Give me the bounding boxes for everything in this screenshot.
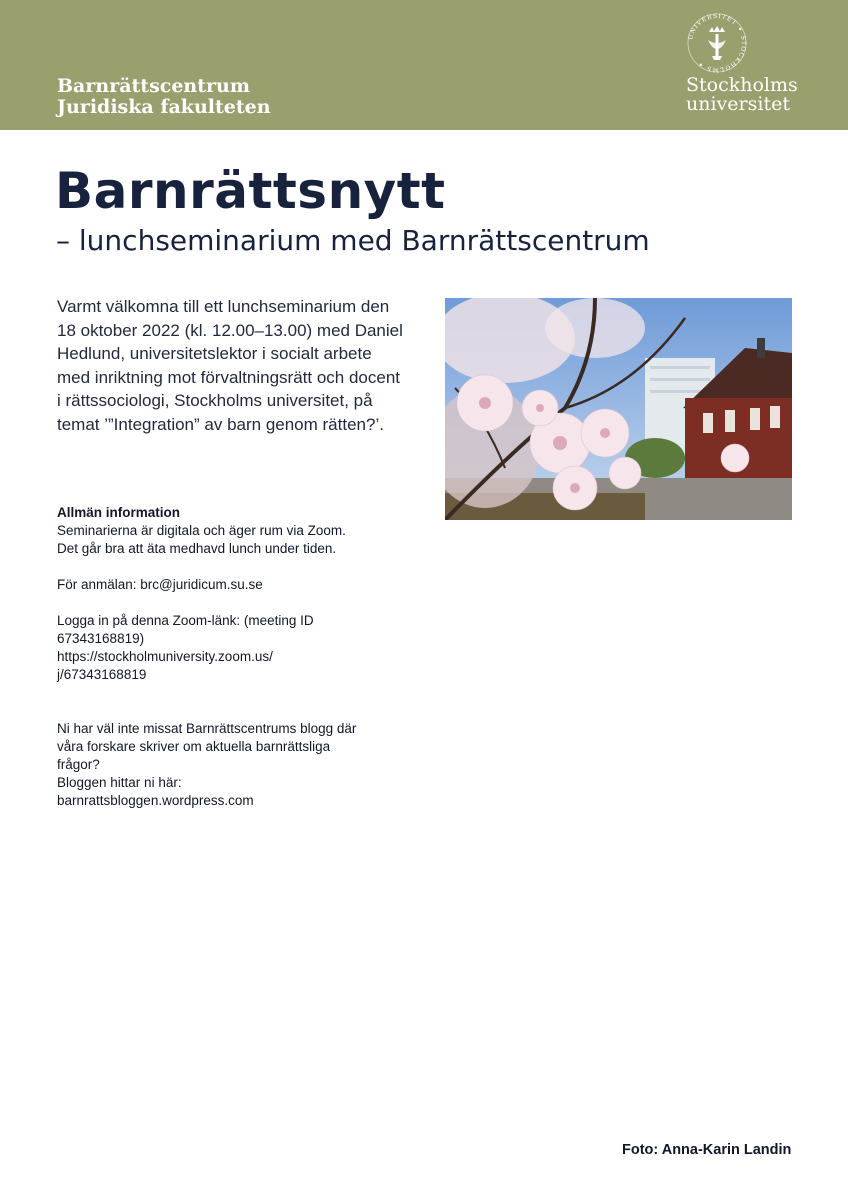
- intro-paragraph: Varmt välkomna till ett lunchseminarium den 18 oktober 2022 (kl. 12.00–13.00) med Daniel Hedlund, universitetslektor i socialt arbete med inriktning mot förvaltningsrätt och docent i rättssociologi, Stockholms universitet, på temat ’”Integration” av barn genom rätten?’.: [57, 297, 403, 434]
- info-heading: Allmän information: [57, 505, 181, 520]
- zoom-link-line-2[interactable]: j/67343168819: [57, 667, 147, 682]
- blog-line-1: Ni har väl inte missat Barnrättscentrums blogg där: [57, 721, 357, 736]
- blog-line-4: Bloggen hittar ni här:: [57, 775, 182, 790]
- blog-line-2: våra forskare skriver om aktuella barnrättsliga: [57, 739, 331, 754]
- info-line-2: Det går bra att äta medhavd lunch under tiden.: [57, 541, 337, 556]
- svg-text:UNIVERSITET ✦ STOCKHOLMS ✦: UNIVERSITET ✦ STOCKHOLMS ✦: [687, 12, 748, 74]
- info-line-1: Seminarierna är digitala och äger rum via Zoom.: [57, 523, 346, 538]
- page-subtitle: – lunchseminarium med Barnrättscentrum: [56, 224, 650, 257]
- cherry-blossom-photo: [445, 298, 792, 520]
- zoom-line-2: 67343168819): [57, 631, 145, 646]
- logo-line-2: universitet: [686, 93, 790, 115]
- header-banner: [0, 0, 848, 130]
- page-title: Barnrättsnytt: [55, 162, 446, 220]
- department-line-1: Barnrättscentrum: [57, 75, 250, 97]
- department-line-2: Juridiska fakulteten: [57, 96, 271, 118]
- photo-credit: Foto: Anna-Karin Landin: [622, 1142, 792, 1158]
- blog-link[interactable]: barnrattsbloggen.wordpress.com: [57, 793, 254, 808]
- general-information: [57, 504, 397, 810]
- blog-line-3: frågor?: [57, 757, 100, 772]
- university-logo-text: [686, 76, 798, 114]
- zoom-link-line-1[interactable]: https://stockholmuniversity.zoom.us/: [57, 649, 273, 664]
- department-name: [57, 76, 271, 118]
- zoom-line-1: Logga in på denna Zoom-länk: (meeting ID: [57, 613, 314, 628]
- university-seal-icon: [686, 12, 748, 74]
- registration-email[interactable]: För anmälan: brc@juridicum.su.se: [57, 577, 263, 592]
- logo-line-1: Stockholms: [686, 74, 798, 96]
